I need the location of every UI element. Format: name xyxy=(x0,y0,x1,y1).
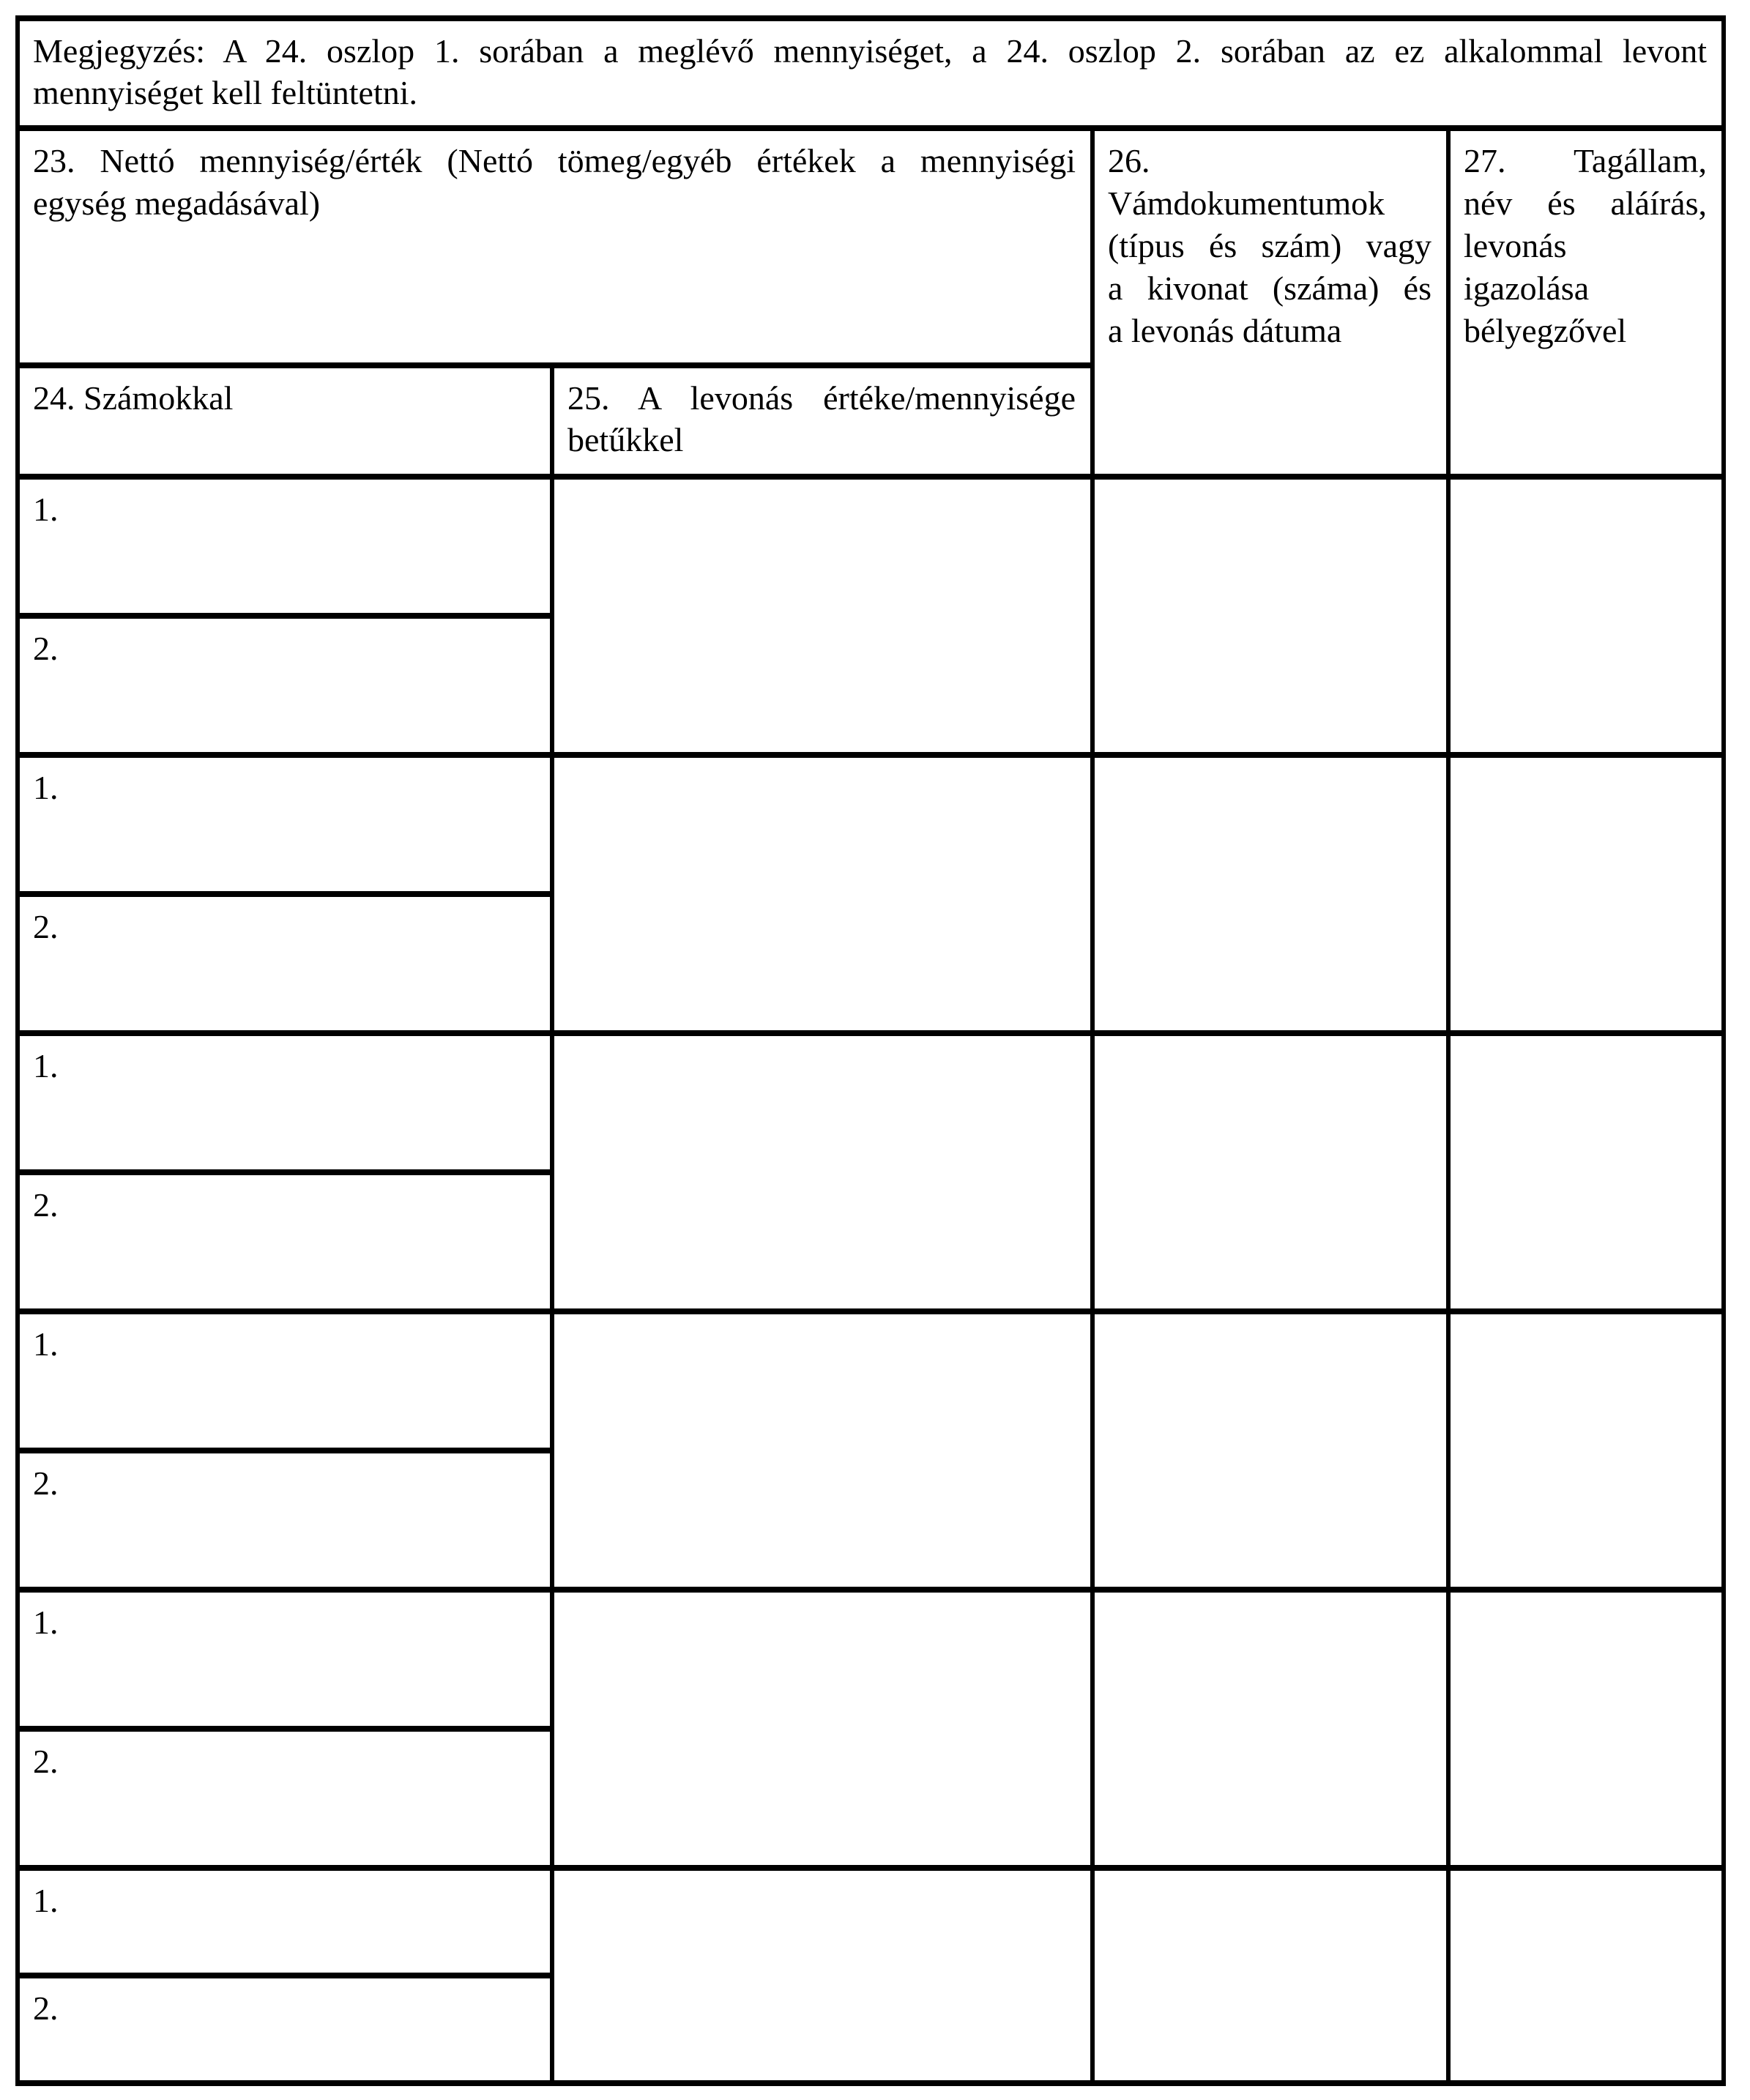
header-row xyxy=(18,128,1724,365)
header-24-line-1: 24. Számokkal xyxy=(33,379,234,417)
g5-col25-cell xyxy=(552,1590,1092,1868)
header-24-cell xyxy=(18,365,552,477)
header-25-line-2: betűkkel xyxy=(567,421,684,458)
g5-col24-row1-cell xyxy=(18,1590,552,1729)
header-26-line-5: a levonás dátuma xyxy=(1108,312,1342,349)
g6-col24-row2-cell xyxy=(18,1976,552,2083)
header-27-line-2: név és aláírás, xyxy=(1464,185,1707,222)
g3-col24-row2-cell xyxy=(18,1172,552,1311)
g6-col24-row1-cell xyxy=(18,1868,552,1976)
g1-col24-row2-cell xyxy=(18,616,552,755)
g2-row2-label: 2. xyxy=(33,908,59,945)
g3-row1-label: 1. xyxy=(33,1047,59,1084)
g5-col24-row2-cell xyxy=(18,1729,552,1868)
g6-row1-label: 1. xyxy=(33,1882,59,1919)
note-cell xyxy=(18,18,1724,128)
g6-row2-label: 2. xyxy=(33,1989,59,2027)
header-26-line-3: (típus és szám) vagy xyxy=(1108,227,1431,264)
g2-col24-row2-cell xyxy=(18,894,552,1033)
g5-col27-cell xyxy=(1448,1590,1724,1868)
note-line-1: Megjegyzés: A 24. oszlop 1. sorában a meglévő mennyiséget, a 24. oszlop 2. sorában az ez alkalommal levont xyxy=(33,32,1707,70)
g4-col25-cell xyxy=(552,1311,1092,1590)
g2-col26-cell xyxy=(1092,755,1448,1033)
header-26-line-4: a kivonat (száma) és xyxy=(1108,269,1431,307)
header-27-cell xyxy=(1448,128,1724,477)
g3-col26-cell xyxy=(1092,1033,1448,1311)
g4-col24-row2-cell xyxy=(18,1451,552,1590)
g2-col27-cell xyxy=(1448,755,1724,1033)
group-3-row-1 xyxy=(18,1033,1724,1172)
g1-row1-label: 1. xyxy=(33,491,59,528)
g5-row2-label: 2. xyxy=(33,1743,59,1780)
note-line-2: mennyiséget kell feltüntetni. xyxy=(33,74,418,111)
header-25-line-1: 25. A levonás értéke/mennyisége xyxy=(567,379,1076,417)
header-26-cell xyxy=(1092,128,1448,477)
group-2-row-1 xyxy=(18,755,1724,894)
g4-col26-cell xyxy=(1092,1311,1448,1590)
g1-col24-row1-cell xyxy=(18,477,552,616)
g1-row2-label: 2. xyxy=(33,630,59,667)
note-row xyxy=(18,18,1724,128)
g1-col26-cell xyxy=(1092,477,1448,755)
g5-row1-label: 1. xyxy=(33,1604,59,1641)
g2-row1-label: 1. xyxy=(33,769,59,806)
header-26-line-2: Vámdokumentumok xyxy=(1108,185,1385,222)
g6-col25-cell xyxy=(552,1868,1092,2083)
header-27-line-5: bélyegzővel xyxy=(1464,312,1627,349)
header-23-line-1: 23. Nettó mennyiség/érték (Nettó tömeg/egyéb értékek a mennyiségi xyxy=(33,142,1076,179)
header-23-cell xyxy=(18,128,1092,365)
g1-col25-cell xyxy=(552,477,1092,755)
group-4-row-1 xyxy=(18,1311,1724,1451)
header-26-line-1: 26. xyxy=(1108,142,1150,179)
header-23-line-2: egység megadásával) xyxy=(33,185,321,222)
g2-col24-row1-cell xyxy=(18,755,552,894)
header-25-cell xyxy=(552,365,1092,477)
header-27-line-4: igazolása xyxy=(1464,269,1590,307)
header-27-line-1: 27. Tagállam, xyxy=(1464,142,1707,179)
g3-col25-cell xyxy=(552,1033,1092,1311)
header-27-line-3: levonás xyxy=(1464,227,1567,264)
g4-col27-cell xyxy=(1448,1311,1724,1590)
g3-col24-row1-cell xyxy=(18,1033,552,1172)
g4-col24-row1-cell xyxy=(18,1311,552,1451)
group-1-row-1 xyxy=(18,477,1724,616)
group-5-row-1 xyxy=(18,1590,1724,1729)
g1-col27-cell xyxy=(1448,477,1724,755)
g6-col26-cell xyxy=(1092,1868,1448,2083)
g3-row2-label: 2. xyxy=(33,1186,59,1224)
deduction-form-table xyxy=(15,15,1726,2086)
g3-col27-cell xyxy=(1448,1033,1724,1311)
g5-col26-cell xyxy=(1092,1590,1448,1868)
group-6-row-1 xyxy=(18,1868,1724,1976)
g2-col25-cell xyxy=(552,755,1092,1033)
g4-row1-label: 1. xyxy=(33,1325,59,1363)
g4-row2-label: 2. xyxy=(33,1464,59,1502)
g6-col27-cell xyxy=(1448,1868,1724,2083)
